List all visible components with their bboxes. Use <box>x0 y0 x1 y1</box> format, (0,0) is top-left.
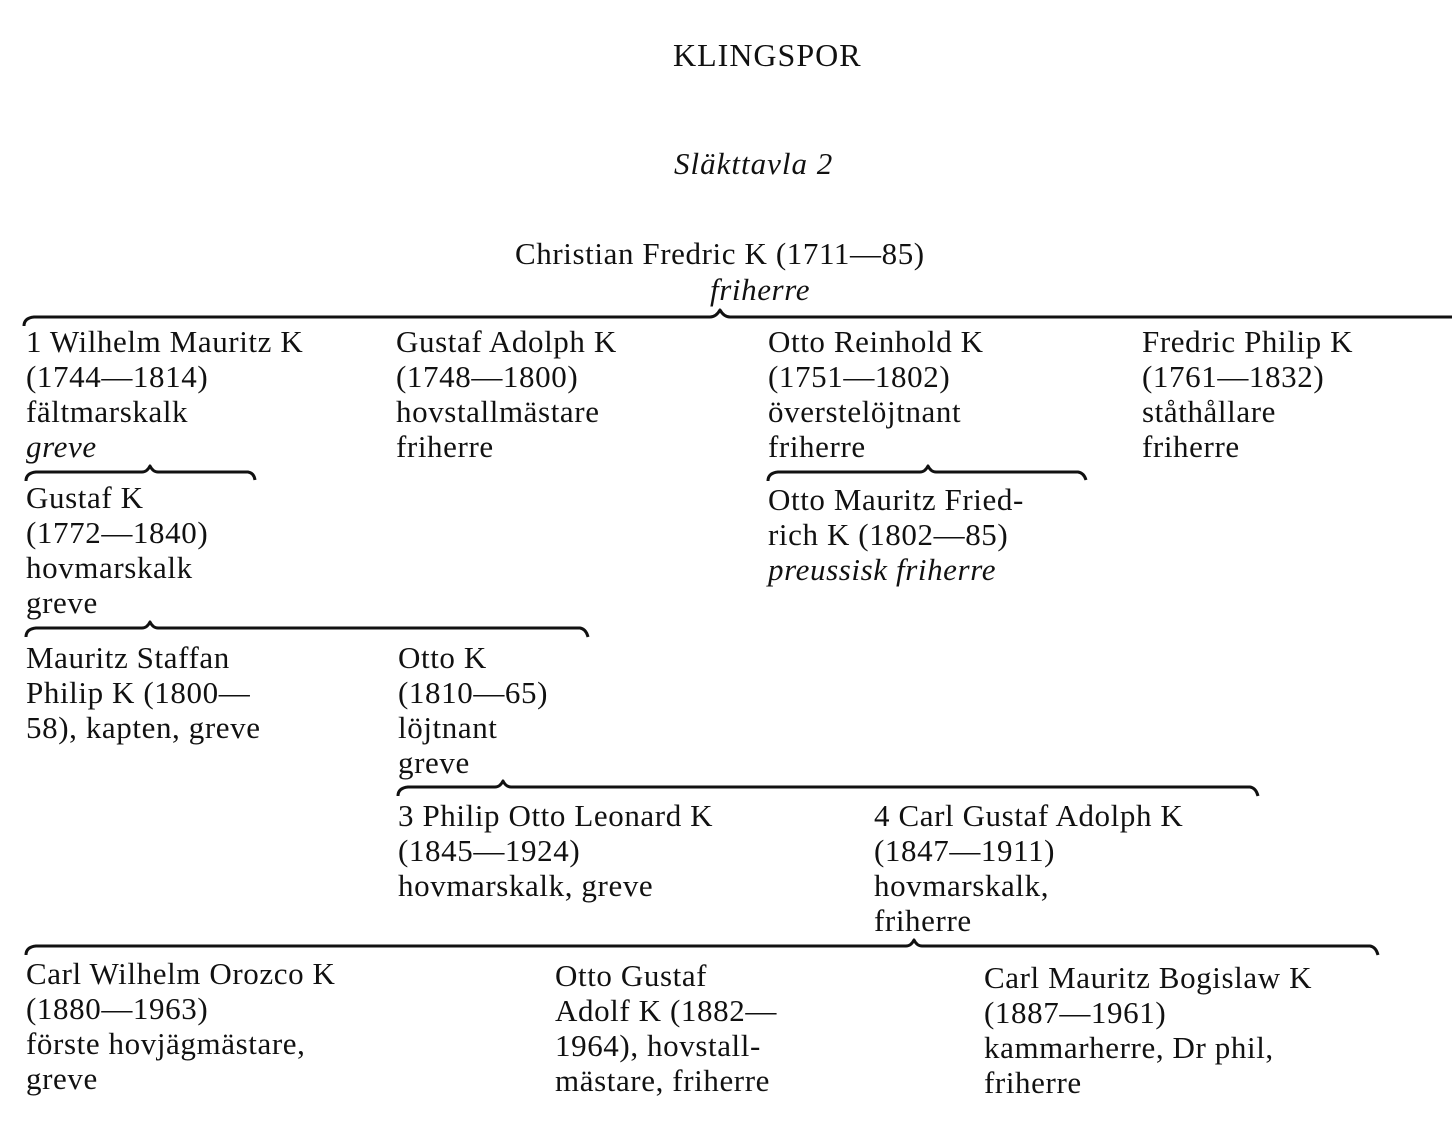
person-line: Otto Mauritz Fried- <box>768 482 1024 517</box>
person-line: (1772—1840) <box>26 515 209 550</box>
person-line: (1845—1924) <box>398 833 581 868</box>
person-otto-mauritz-friedrich <box>768 482 1024 587</box>
person-line: 58), kapten, greve <box>26 710 261 745</box>
person-line: 1 Wilhelm Mauritz K <box>26 324 304 359</box>
person-line: (1748—1800) <box>396 359 579 394</box>
person-line: Carl Mauritz Bogislaw K <box>984 960 1313 995</box>
person-line: Carl Wilhelm Orozco K <box>26 956 336 991</box>
person-line: ståthållare <box>1142 394 1276 429</box>
person-rank: preussisk friherre <box>768 552 997 587</box>
person-line: (1847—1911) <box>874 833 1056 868</box>
person-gustaf-adolph <box>396 324 617 464</box>
person-fredric-philip <box>1142 324 1353 464</box>
person-line: fältmarskalk <box>26 394 189 429</box>
person-line: greve <box>398 745 470 780</box>
bracket-otto-k-children <box>398 781 1258 796</box>
person-wilhelm-mauritz <box>26 324 303 464</box>
person-line: Otto Reinhold K <box>768 324 984 359</box>
person-line: kammarherre, Dr phil, <box>984 1030 1274 1065</box>
person-line: greve <box>26 585 98 620</box>
person-philip-otto-leonard <box>398 798 713 903</box>
person-line: (1810—65) <box>398 675 549 710</box>
person-line: hovmarskalk, greve <box>398 868 654 903</box>
person-line: greve <box>26 1061 98 1096</box>
person-line: 3 Philip Otto Leonard K <box>398 798 714 833</box>
person-gustaf <box>26 480 208 620</box>
person-carl-gustaf-adolph <box>874 798 1183 938</box>
person-line: (1887—1961) <box>984 995 1167 1030</box>
person-otto-reinhold <box>768 324 984 464</box>
person-line: hovmarskalk, <box>874 868 1050 903</box>
person-line: (1761—1832) <box>1142 359 1325 394</box>
person-line: mästare, friherre <box>555 1063 771 1098</box>
person-line: förste hovjägmästare, <box>26 1026 306 1061</box>
person-mauritz-staffan <box>26 640 261 745</box>
person-line: överstelöjtnant <box>768 394 962 429</box>
person-line: friherre <box>874 903 972 938</box>
page-title: KLINGSPOR <box>673 37 862 73</box>
bracket-otto-reinhold-children <box>768 466 1086 481</box>
bracket-philip-otto-children <box>26 940 1378 955</box>
person-line: Adolf K (1882— <box>555 993 777 1028</box>
person-line: Mauritz Staffan <box>26 640 230 675</box>
page-subtitle: Släkttavla 2 <box>674 146 834 181</box>
person-line: Otto Gustaf <box>555 958 708 993</box>
person-otto-gustaf-adolf <box>555 958 777 1098</box>
person-line: hovstallmästare <box>396 394 600 429</box>
person-line: Otto K <box>398 640 487 675</box>
person-line: friherre <box>396 429 494 464</box>
person-line: friherre <box>984 1065 1082 1100</box>
person-line: 1964), hovstall- <box>555 1028 761 1063</box>
person-line: (1751—1802) <box>768 359 951 394</box>
person-line: rich K (1802—85) <box>768 517 1009 552</box>
person-line: (1744—1814) <box>26 359 209 394</box>
person-line: löjtnant <box>398 710 498 745</box>
person-line: friherre <box>1142 429 1240 464</box>
person-carl-mauritz-bogislaw <box>984 960 1312 1100</box>
person-line: Fredric Philip K <box>1142 324 1354 359</box>
person-carl-wilhelm-orozco <box>26 956 336 1096</box>
person-line: hovmarskalk <box>26 550 193 585</box>
bracket-wilhelm-children <box>26 466 255 481</box>
person-otto <box>398 640 548 780</box>
person-line: (1880—1963) <box>26 991 209 1026</box>
person-line: Gustaf K <box>26 480 144 515</box>
person-line: 4 Carl Gustaf Adolph K <box>874 798 1184 833</box>
bracket-gustaf-children <box>26 622 588 637</box>
person-line: friherre <box>768 429 866 464</box>
root-rank: friherre <box>710 272 811 307</box>
person-line: Gustaf Adolph K <box>396 324 617 359</box>
person-rank: greve <box>26 429 97 464</box>
root-name: Christian Fredric K (1711—85) <box>515 236 925 271</box>
person-line: Philip K (1800— <box>26 675 251 710</box>
